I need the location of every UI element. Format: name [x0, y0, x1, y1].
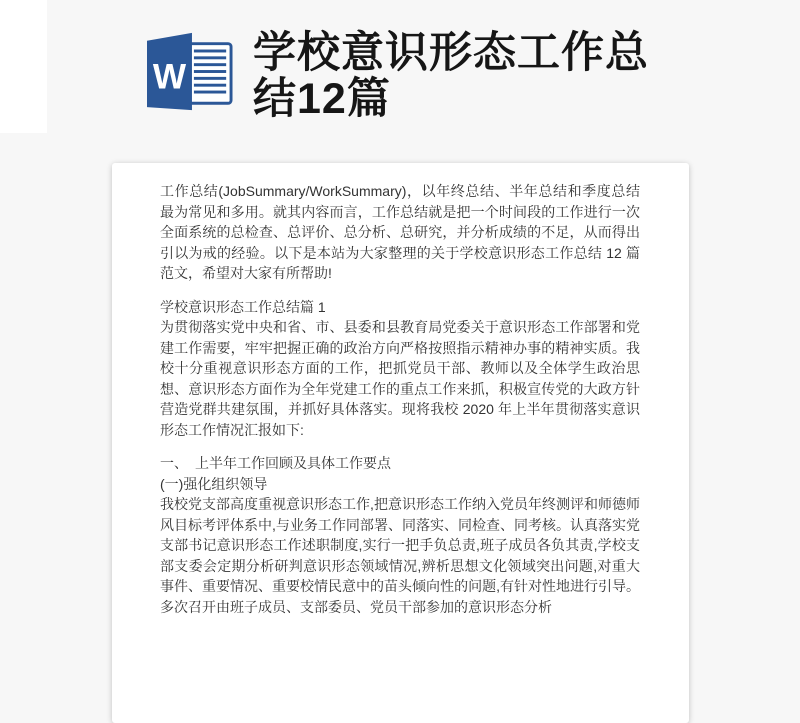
- page-title: 学校意识形态工作总结12篇: [253, 29, 649, 123]
- paragraph-part1-heading: 一、 上半年工作回顾及具体工作要点: [160, 455, 391, 471]
- paragraph-part1-body: 我校党支部高度重视意识形态工作,把意识形态工作纳入党员年终测评和师德师风目标考评体系中,与业务工作同部署、同落实、同检查、同考核。认真落实党支部书记意识形态工作述职制度,实行一把手负总责,班子成员各负其责,学校支部支委会定期分析研判意识形态领域情况,辨析思想文化领域突出问题,对重大事件、重要情况、重要校情民意中的苗头倾向性的问题,有针对性地进行引导。多次召开由班子成员、支部委员、党员干部参加的意识形态分析: [160, 496, 640, 615]
- word-icon-page: [187, 44, 231, 104]
- paragraph-intro: 工作总结(JobSummary/WorkSummary)，以年终总结、半年总结和季度总结最为常见和多用。就其内容而言，工作总结就是把一个时间段的工作进行一次全面系统的总检查、总评价、总分析、总研究，并分析成绩的不足，从而得出引以为戒的经验。以下是本站为大家整理的关于学校意识形态工作总结 12 篇范文，希望对大家有所帮助!: [160, 183, 640, 281]
- paragraph-part1-subheading: (一)强化组织领导: [160, 475, 268, 492]
- document-card: [112, 163, 689, 723]
- word-icon-letter: W: [152, 57, 187, 97]
- paragraph-section1-body: 为贯彻落实党中央和省、市、县委和县教育局党委关于意识形态工作部署和党建工作需要，牢牢把握正确的政治方向严格按照指示精神办事的精神实质。我校十分重视意识形态方面的工作，把抓党员干部、教师以及全体学生政治思想、意识形态方面作为全年党建工作的重点工作来抓，积极宣传党的大政方针营造党群共建氛围，并抓好具体落实。现将我校 2020 年上半年贯彻落实意识形态工作情况汇报如下:: [160, 319, 640, 438]
- corner-white-patch: [0, 0, 47, 133]
- paragraph-section1-heading: 学校意识形态工作总结篇 1: [160, 298, 326, 315]
- document-header: [147, 30, 673, 122]
- word-icon: [147, 32, 233, 112]
